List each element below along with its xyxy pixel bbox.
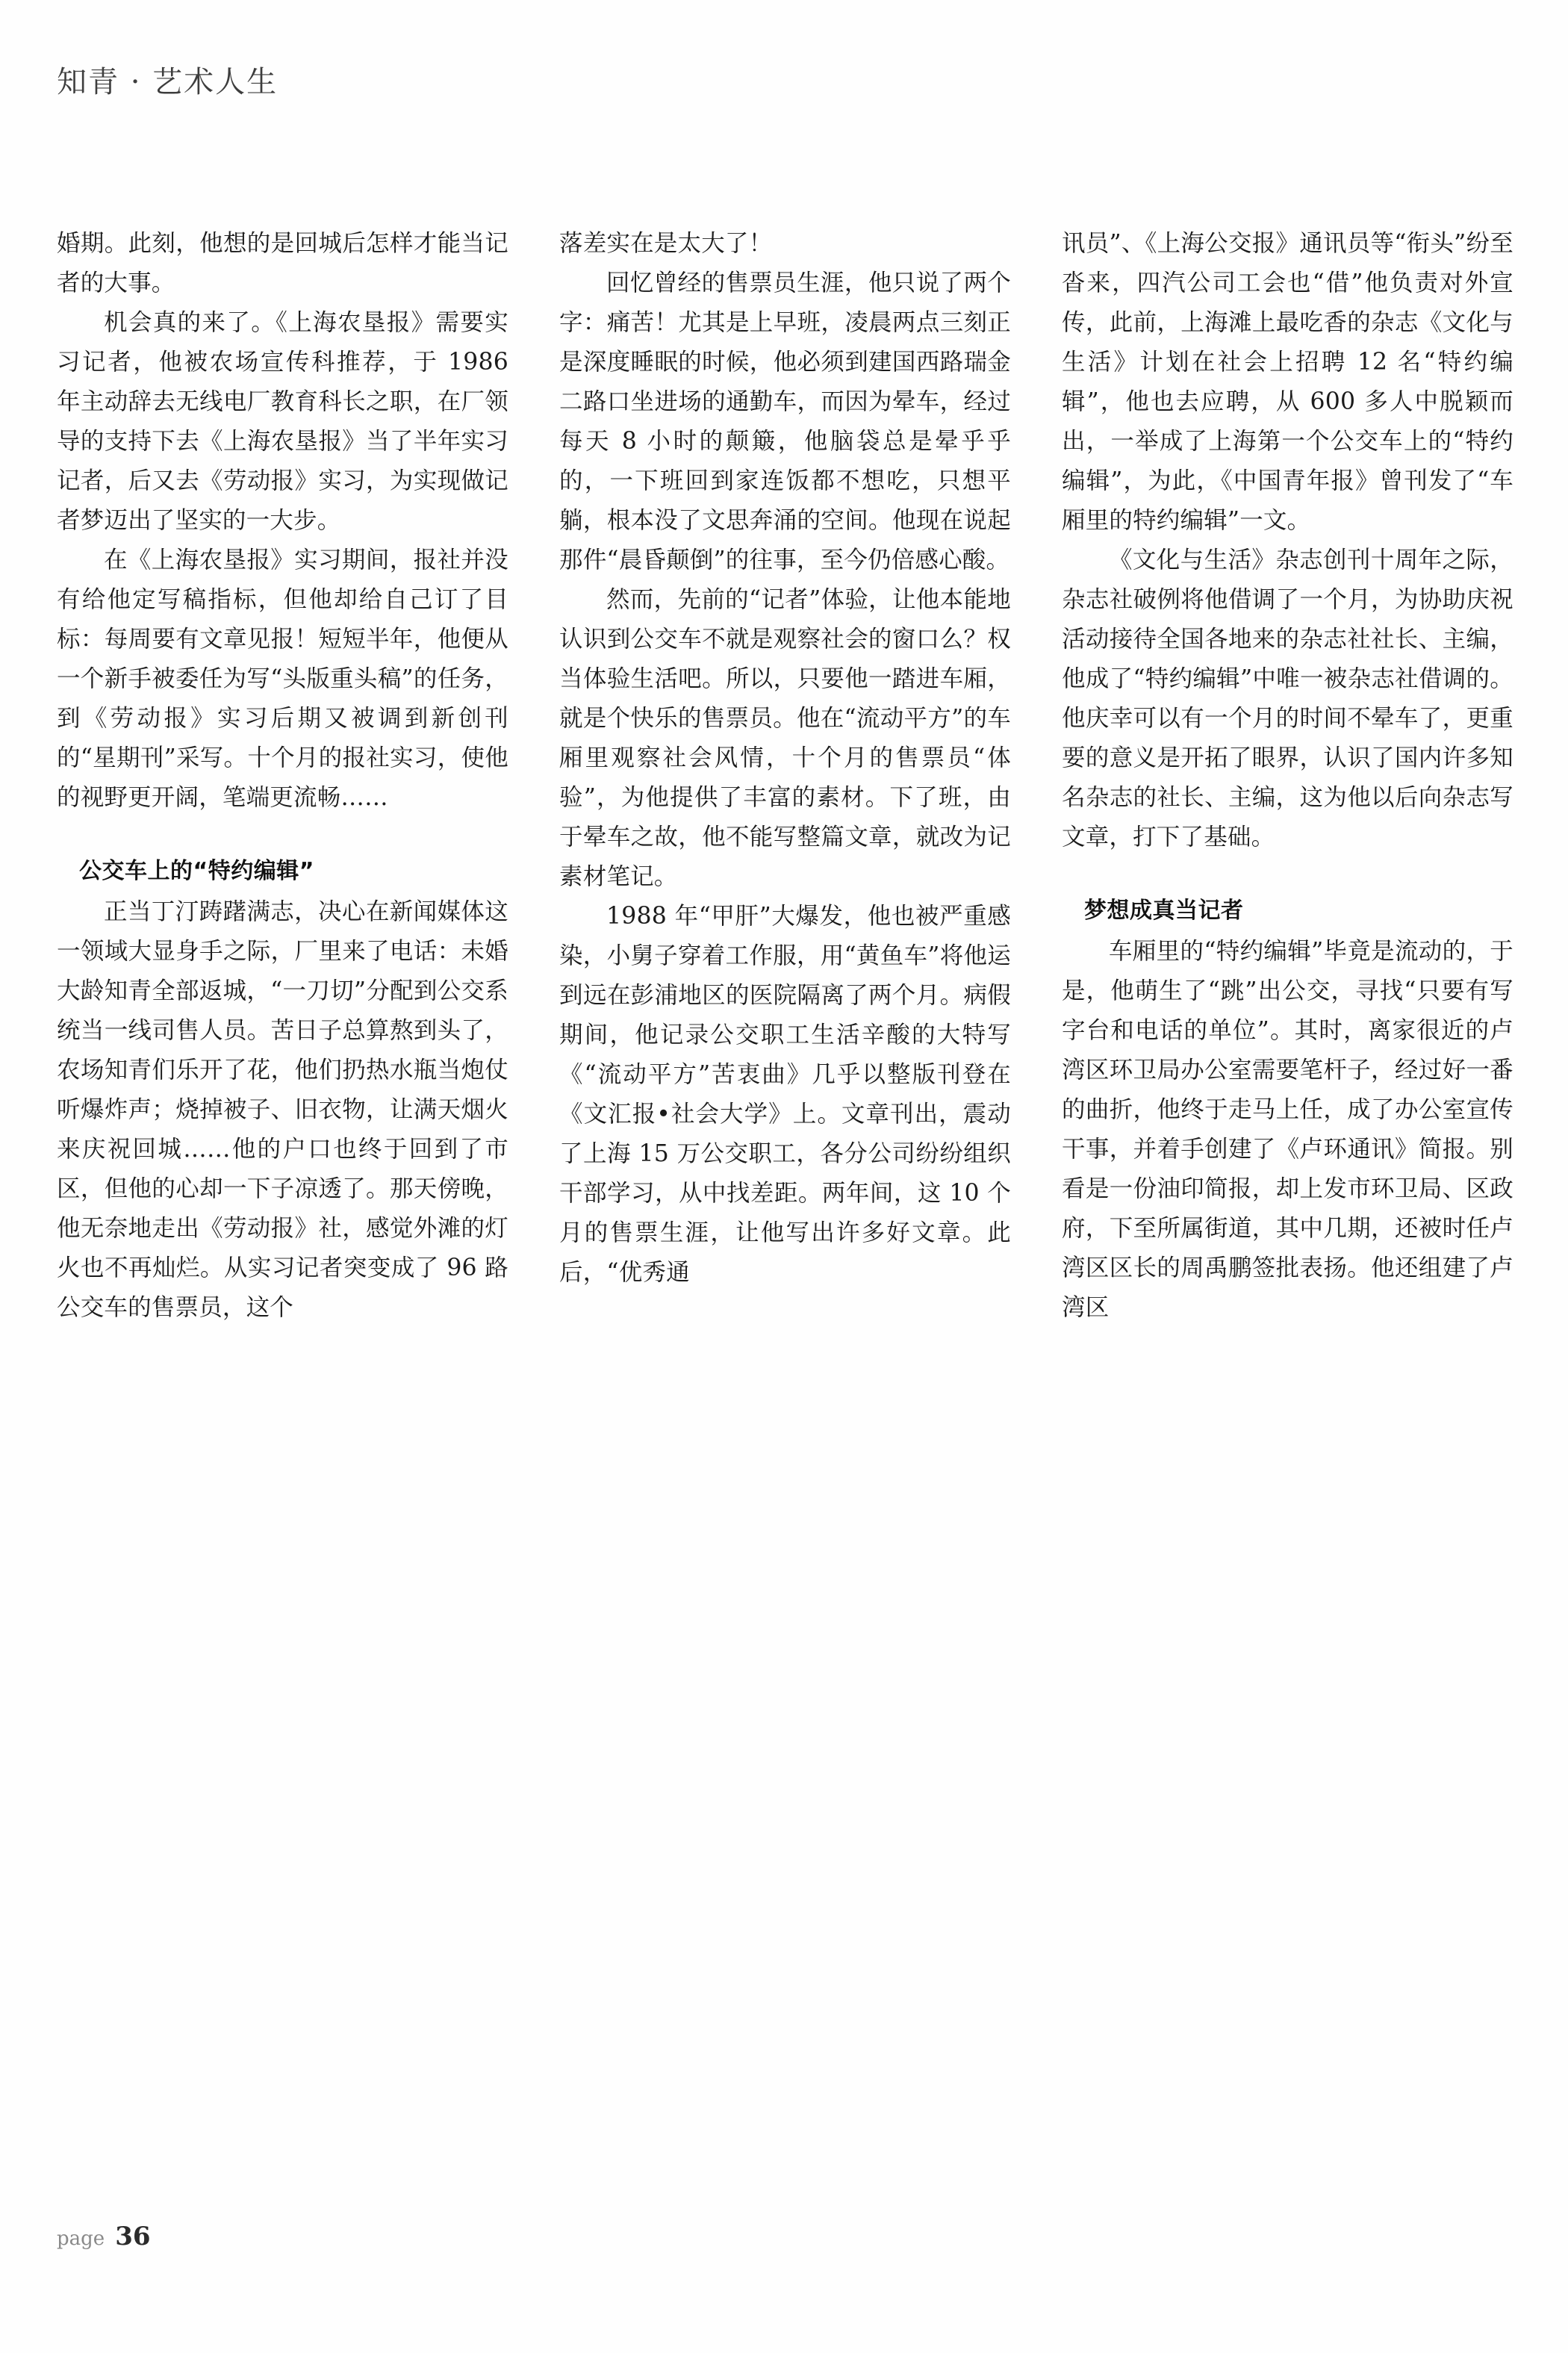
- page-footer: [57, 2222, 505, 2259]
- paragraph: 车厢里的“特约编辑”毕竟是流动的，于是，他萌生了“跳”出公交，寻找“只要有写字台和电话的单位”。其时，离家很近的卢湾区环卫局办公室需要笔杆子，经过好一番的曲折，他终于走马上任，成了办公室宣传干事，并着手创建了《卢环通讯》简报。别看是一份油印简报，却上发市环卫局、区政府，下至所属街道，其中几期，还被时任卢湾区区长的周禹鹏签批表扬。他还组建了卢湾区: [1062, 938, 1513, 1321]
- page-header: [57, 58, 1475, 103]
- paragraph: 机会真的来了。《上海农垦报》需要实习记者，他被农场宣传科推荐，于 1986 年主动辞去无线电厂教育科长之职，在厂领导的支持下去《上海农垦报》当了半年实习记者，后又去《劳动报》实习，为实现做记者梦迈出了坚实的一大步。: [57, 309, 508, 534]
- text-column-2: [559, 224, 1011, 2166]
- paragraph: 1988 年“甲肝”大爆发，他也被严重感染，小舅子穿着工作服，用“黄鱼车”将他运到远在彭浦地区的医院隔离了两个月。病假期间，他记录公交职工生活辛酸的大特写《“流动平方”苦衷曲》几乎以整版刊登在《文汇报•社会大学》上。文章刊出，震动了上海 15 万公交职工，各分公司纷纷组织干部学习，从中找差距。两年间，这 10 个月的售票生涯，让他写出许多好文章。此后，“优秀通: [559, 903, 1011, 1286]
- paragraph: 然而，先前的“记者”体验，让他本能地认识到公交车不就是观察社会的窗口么？权当体验生活吧。所以，只要他一踏进车厢，就是个快乐的售票员。他在“流动平方”的车厢里观察社会风情，十个月的售票员“体验”，为他提供了丰富的素材。下了班，由于晕车之故，他不能写整篇文章，就改为记素材笔记。: [559, 586, 1011, 890]
- footer-page-label: page: [57, 2228, 105, 2250]
- text-column-1: [57, 224, 508, 2166]
- header-title: 知青 · 艺术人生: [57, 65, 279, 99]
- text-column-3: [1062, 224, 1513, 2166]
- paragraph: 正当丁汀踌躇满志，决心在新闻媒体这一领域大显身手之际，厂里来了电话：未婚大龄知青全部返城，“一刀切”分配到公交系统当一线司售人员。苦日子总算熬到头了，农场知青们乐开了花，他们扔热水瓶当炮仗听爆炸声；烧掉被子、旧衣物，让满天烟火来庆祝回城……他的户口也终于回到了市区，但他的心却一下子凉透了。那天傍晚，他无奈地走出《劳动报》社，感觉外滩的灯火也不再灿烂。从实习记者突变成了 96 路公交车的售票员，这个: [57, 898, 508, 1321]
- paragraph: 讯员”、《上海公交报》通讯员等“衔头”纷至沓来，四汽公司工会也“借”他负责对外宣传，此前，上海滩上最吃香的杂志《文化与生活》计划在社会上招聘 12 名“特约编辑”，他也去应聘，从 600 多人中脱颖而出，一举成了上海第一个公交车上的“特约编辑”，为此，《中国青年报》曾刊发了“车厢里的特约编辑”一文。: [1062, 230, 1513, 534]
- section-subheading: 梦想成真当记者: [1084, 898, 1244, 924]
- paragraph: 在《上海农垦报》实习期间，报社并没有给他定写稿指标，但他却给自己订了目标：每周要有文章见报！短短半年，他便从一个新手被委任为写“头版重头稿”的任务，到《劳动报》实习后期又被调到新创刊的“星期刊”采写。十个月的报社实习，使他的视野更开阔，笔端更流畅……: [57, 547, 508, 811]
- paragraph: 回忆曾经的售票员生涯，他只说了两个字：痛苦！尤其是上早班，凌晨两点三刻正是深度睡眠的时候，他必须到建国西路瑞金二路口坐进场的通勤车，而因为晕车，经过每天 8 小时的颠簸，他脑袋总是晕乎乎的，一下班回到家连饭都不想吃，只想平躺，根本没了文思奔涌的空间。他现在说起那件“晨昏颠倒”的往事，至今仍倍感心酸。: [559, 270, 1011, 574]
- article-columns: [57, 224, 1514, 2166]
- footer-page-number: 36: [115, 2222, 151, 2251]
- section-subheading: 公交车上的“特约编辑”: [79, 858, 314, 884]
- paragraph: 落差实在是太大了！: [559, 230, 773, 257]
- paragraph: 婚期。此刻，他想的是回城后怎样才能当记者的大事。: [57, 230, 508, 296]
- paragraph: 《文化与生活》杂志创刊十周年之际，杂志社破例将他借调了一个月，为协助庆祝活动接待全国各地来的杂志社社长、主编，他成了“特约编辑”中唯一被杂志社借调的。他庆幸可以有一个月的时间不晕车了，更重要的意义是开拓了眼界，认识了国内许多知名杂志的社长、主编，这为他以后向杂志写文章，打下了基础。: [1062, 547, 1513, 851]
